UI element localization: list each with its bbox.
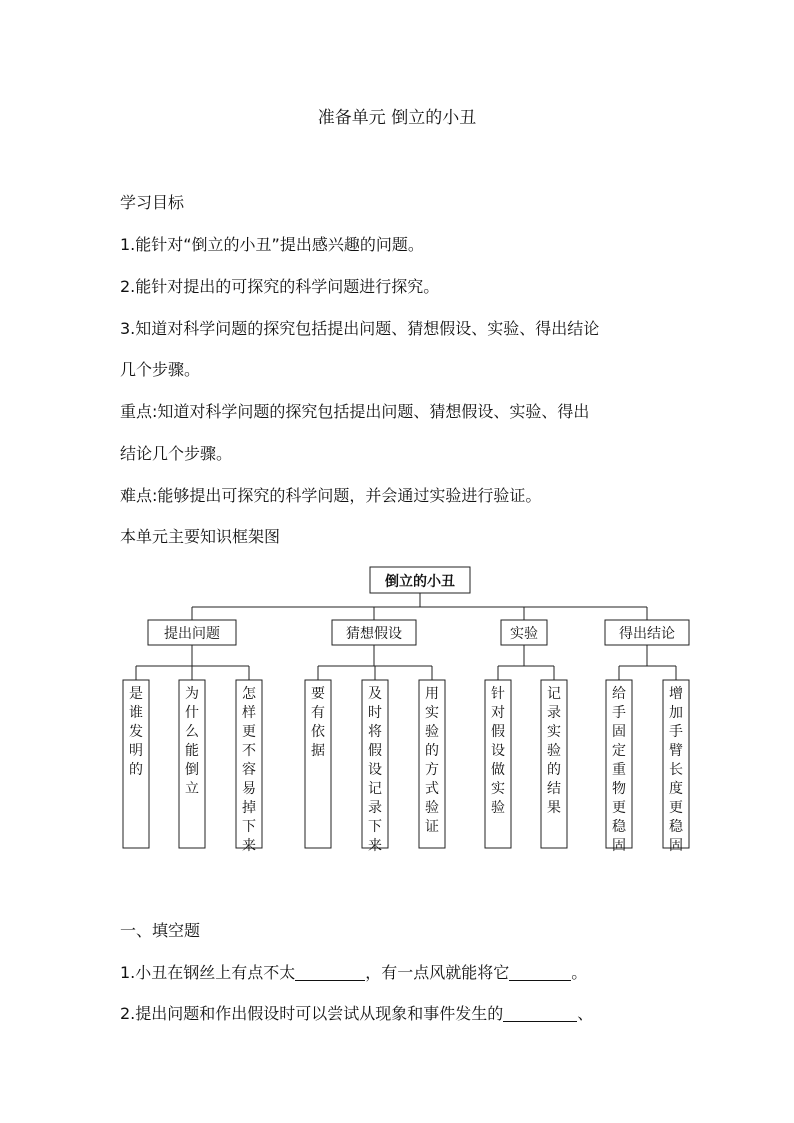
root-label: 倒立的小丑 (385, 574, 455, 590)
leaf-char: 定 (612, 743, 626, 759)
leaf-char: 假 (368, 743, 382, 759)
goal-3: 3.知道对科学问题的探究包括提出问题、猜想假设、实验、得出结论 (120, 319, 600, 338)
leaf-char: 针 (491, 686, 505, 702)
question-1-part-b: ，有一点风就能将它 (365, 963, 510, 982)
leaf-char: 更 (242, 724, 256, 740)
goal-1: 1.能针对“倒立的小丑”提出感兴趣的问题。 (120, 235, 424, 254)
leaf-char: 加 (669, 705, 683, 721)
leaf-char: 不 (242, 743, 256, 759)
leaf-char: 式 (425, 781, 439, 797)
leaf-char: 录 (368, 800, 382, 816)
leaf-char: 依 (311, 724, 325, 740)
leaf-char: 设 (368, 762, 382, 778)
leaf-char: 为 (185, 686, 199, 702)
branch-label: 得出结论 (619, 626, 675, 642)
leaf-char: 时 (368, 705, 382, 721)
blank-1[interactable] (295, 964, 365, 981)
key-point: 重点:知道对科学问题的探究包括提出问题、猜想假设、实验、得出 (120, 402, 590, 421)
goals-heading: 学习目标 (120, 193, 185, 212)
question-1-part-c: 。 (571, 963, 588, 982)
question-1 (120, 960, 587, 983)
leaf-char: 增 (669, 686, 683, 702)
goal-3-cont: 几个步骤。 (120, 360, 201, 379)
leaf-char: 物 (612, 781, 626, 797)
leaf-char: 设 (491, 743, 505, 759)
goal-2: 2.能针对提出的可探究的科学问题进行探究。 (120, 277, 440, 296)
leaf-char: 是 (129, 686, 143, 702)
leaf-char: 记 (368, 781, 382, 797)
leaf-char: 更 (669, 800, 683, 816)
branch-label: 提出问题 (164, 626, 220, 642)
leaf-char: 下 (368, 819, 382, 835)
leaf-char: 及 (368, 686, 382, 702)
leaf-char: 下 (242, 819, 256, 835)
question-2 (120, 1001, 593, 1024)
leaf-char: 臂 (669, 743, 683, 759)
branch-label: 猜想假设 (346, 626, 402, 642)
leaf-char: 做 (491, 762, 505, 778)
question-2-part-c: 、 (577, 1004, 594, 1023)
leaf-char: 结 (547, 781, 561, 797)
leaf-char: 容 (242, 762, 256, 778)
branch-label: 实验 (510, 626, 538, 642)
leaf-char: 实 (547, 724, 561, 740)
leaf-char: 样 (242, 705, 256, 721)
leaf-char: 方 (425, 762, 439, 778)
leaf-char: 录 (547, 705, 561, 721)
blank-2[interactable] (509, 964, 571, 981)
blank-3[interactable] (503, 1005, 577, 1022)
leaf-char: 用 (425, 686, 439, 702)
leaf-char: 对 (491, 705, 505, 721)
page-title: 准备单元 倒立的小丑 (317, 108, 477, 128)
leaf-char: 手 (612, 705, 626, 721)
leaf-char: 什 (185, 705, 199, 721)
leaf-char: 易 (242, 781, 256, 797)
question-2-part-a: 2.提出问题和作出假设时可以尝试从现象和事件发生的 (120, 1004, 504, 1023)
leaf-char: 发 (129, 724, 143, 740)
difficulty: 难点:能够提出可探究的科学问题，并会通过实验进行验证。 (120, 486, 542, 505)
leaf-char: 固 (612, 838, 626, 854)
leaf-char: 果 (547, 800, 561, 816)
leaf-char: 倒 (185, 762, 199, 778)
leaf-char: 记 (547, 686, 561, 702)
leaf-char: 度 (669, 781, 683, 797)
leaf-char: 有 (311, 705, 325, 721)
leaf-char: 的 (547, 762, 561, 778)
leaf-char: 要 (311, 686, 325, 702)
leaf-char: 验 (425, 724, 439, 740)
leaf-char: 手 (669, 724, 683, 740)
leaf-char: 来 (242, 838, 256, 854)
leaf-char: 明 (129, 743, 143, 759)
leaf-char: 实 (425, 705, 439, 721)
leaf-char: 来 (368, 838, 382, 854)
leaf-char: 固 (669, 838, 683, 854)
leaf-char: 能 (185, 743, 199, 759)
leaf-char: 给 (612, 686, 626, 702)
leaf-char: 验 (425, 800, 439, 816)
question-1-part-a: 1.小丑在钢丝上有点不太 (120, 963, 296, 982)
leaf-char: 立 (185, 781, 199, 797)
leaf-char: 长 (669, 762, 683, 778)
leaf-char: 谁 (129, 705, 143, 721)
leaf-char: 的 (129, 762, 143, 778)
leaf-char: 稳 (612, 819, 626, 835)
leaf-char: 固 (612, 724, 626, 740)
section-heading: 一、填空题 (120, 921, 201, 940)
knowledge-framework-diagram (0, 555, 794, 855)
leaf-char: 么 (185, 724, 199, 740)
leaf-char: 重 (612, 762, 626, 778)
leaf-char: 更 (612, 800, 626, 816)
leaf-char: 据 (311, 743, 325, 759)
leaf-char: 掉 (242, 800, 256, 816)
framework-heading: 本单元主要知识框架图 (120, 527, 281, 546)
leaf-char: 验 (491, 800, 505, 816)
key-point-cont: 结论几个步骤。 (120, 444, 233, 463)
leaf-char: 假 (491, 724, 505, 740)
leaf-char: 怎 (242, 686, 256, 702)
leaf-char: 证 (425, 819, 439, 835)
leaf-char: 的 (425, 743, 439, 759)
leaf-char: 实 (491, 781, 505, 797)
leaf-char: 验 (547, 743, 561, 759)
leaf-char: 稳 (669, 819, 683, 835)
leaf-char: 将 (368, 724, 382, 740)
